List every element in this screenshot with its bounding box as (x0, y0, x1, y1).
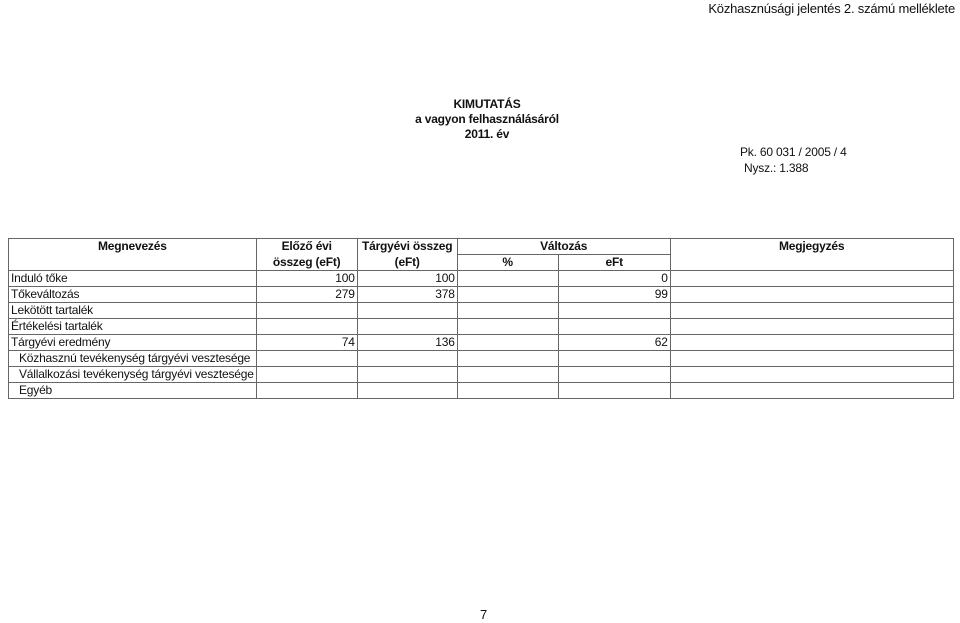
table-row (9, 383, 954, 399)
title-line-3: 2011. év (464, 127, 510, 141)
curr-cell (357, 319, 457, 335)
prev-cell (256, 351, 357, 367)
eft-cell (558, 367, 670, 383)
header-change-eft: eFt (558, 255, 670, 271)
header-change-pct: % (457, 255, 558, 271)
name-cell: Tárgyévi eredmény (9, 335, 257, 351)
document-title (387, 97, 587, 142)
nysz-number: Nysz.: 1.388 (744, 161, 809, 175)
name-cell: Lekötött tartalék (9, 303, 257, 319)
prev-cell: 100 (256, 271, 357, 287)
asset-usage-table (8, 238, 954, 399)
eft-cell (558, 383, 670, 399)
prev-cell: 74 (256, 335, 357, 351)
name-cell: Egyéb (9, 383, 257, 399)
table-row (9, 319, 954, 335)
eft-cell (558, 319, 670, 335)
table-row (9, 287, 954, 303)
table-row (9, 351, 954, 367)
note-cell (670, 351, 953, 367)
header-name: Megnevezés (9, 239, 257, 271)
eft-cell: 62 (558, 335, 670, 351)
prev-cell (256, 383, 357, 399)
note-cell (670, 271, 953, 287)
note-cell (670, 287, 953, 303)
prev-cell (256, 319, 357, 335)
eft-cell: 99 (558, 287, 670, 303)
pct-cell (457, 351, 558, 367)
header-prev-2: összeg (eFt) (256, 255, 357, 271)
note-cell (670, 319, 953, 335)
name-cell: Induló tőke (9, 271, 257, 287)
title-line-1: KIMUTATÁS (453, 97, 521, 111)
pct-cell (457, 335, 558, 351)
header-curr-1: Tárgyévi összeg (357, 239, 457, 255)
name-cell: Tőkeváltozás (9, 287, 257, 303)
curr-cell: 100 (357, 271, 457, 287)
eft-cell: 0 (558, 271, 670, 287)
table-row (9, 303, 954, 319)
note-cell (670, 367, 953, 383)
title-line-2: a vagyon felhasználásáról (415, 112, 559, 126)
pct-cell (457, 319, 558, 335)
name-cell: Vállalkozási tevékenység tárgyévi vesztesége (9, 367, 257, 383)
prev-cell (256, 303, 357, 319)
reference-block (740, 144, 847, 176)
curr-cell (357, 383, 457, 399)
curr-cell: 378 (357, 287, 457, 303)
note-cell (670, 303, 953, 319)
page-number: 7 (480, 607, 488, 622)
curr-cell (357, 367, 457, 383)
table-row (9, 367, 954, 383)
name-cell: Közhasznú tevékenység tárgyévi vesztesége (9, 351, 257, 367)
curr-cell (357, 303, 457, 319)
header-change: Változás (457, 239, 670, 255)
name-cell: Értékelési tartalék (9, 319, 257, 335)
pct-cell (457, 303, 558, 319)
note-cell (670, 335, 953, 351)
header-note: Megjegyzés (670, 239, 953, 271)
header-prev-1: Előző évi (256, 239, 357, 255)
pct-cell (457, 271, 558, 287)
pct-cell (457, 287, 558, 303)
table-row (9, 335, 954, 351)
eft-cell (558, 303, 670, 319)
prev-cell (256, 367, 357, 383)
eft-cell (558, 351, 670, 367)
pk-number: Pk. 60 031 / 2005 / 4 (740, 145, 847, 159)
curr-cell: 136 (357, 335, 457, 351)
prev-cell: 279 (256, 287, 357, 303)
header-curr-2: (eFt) (357, 255, 457, 271)
document-header: Közhasznúsági jelentés 2. számú melléklete (708, 1, 955, 16)
pct-cell (457, 367, 558, 383)
pct-cell (457, 383, 558, 399)
note-cell (670, 383, 953, 399)
table-row (9, 271, 954, 287)
curr-cell (357, 351, 457, 367)
